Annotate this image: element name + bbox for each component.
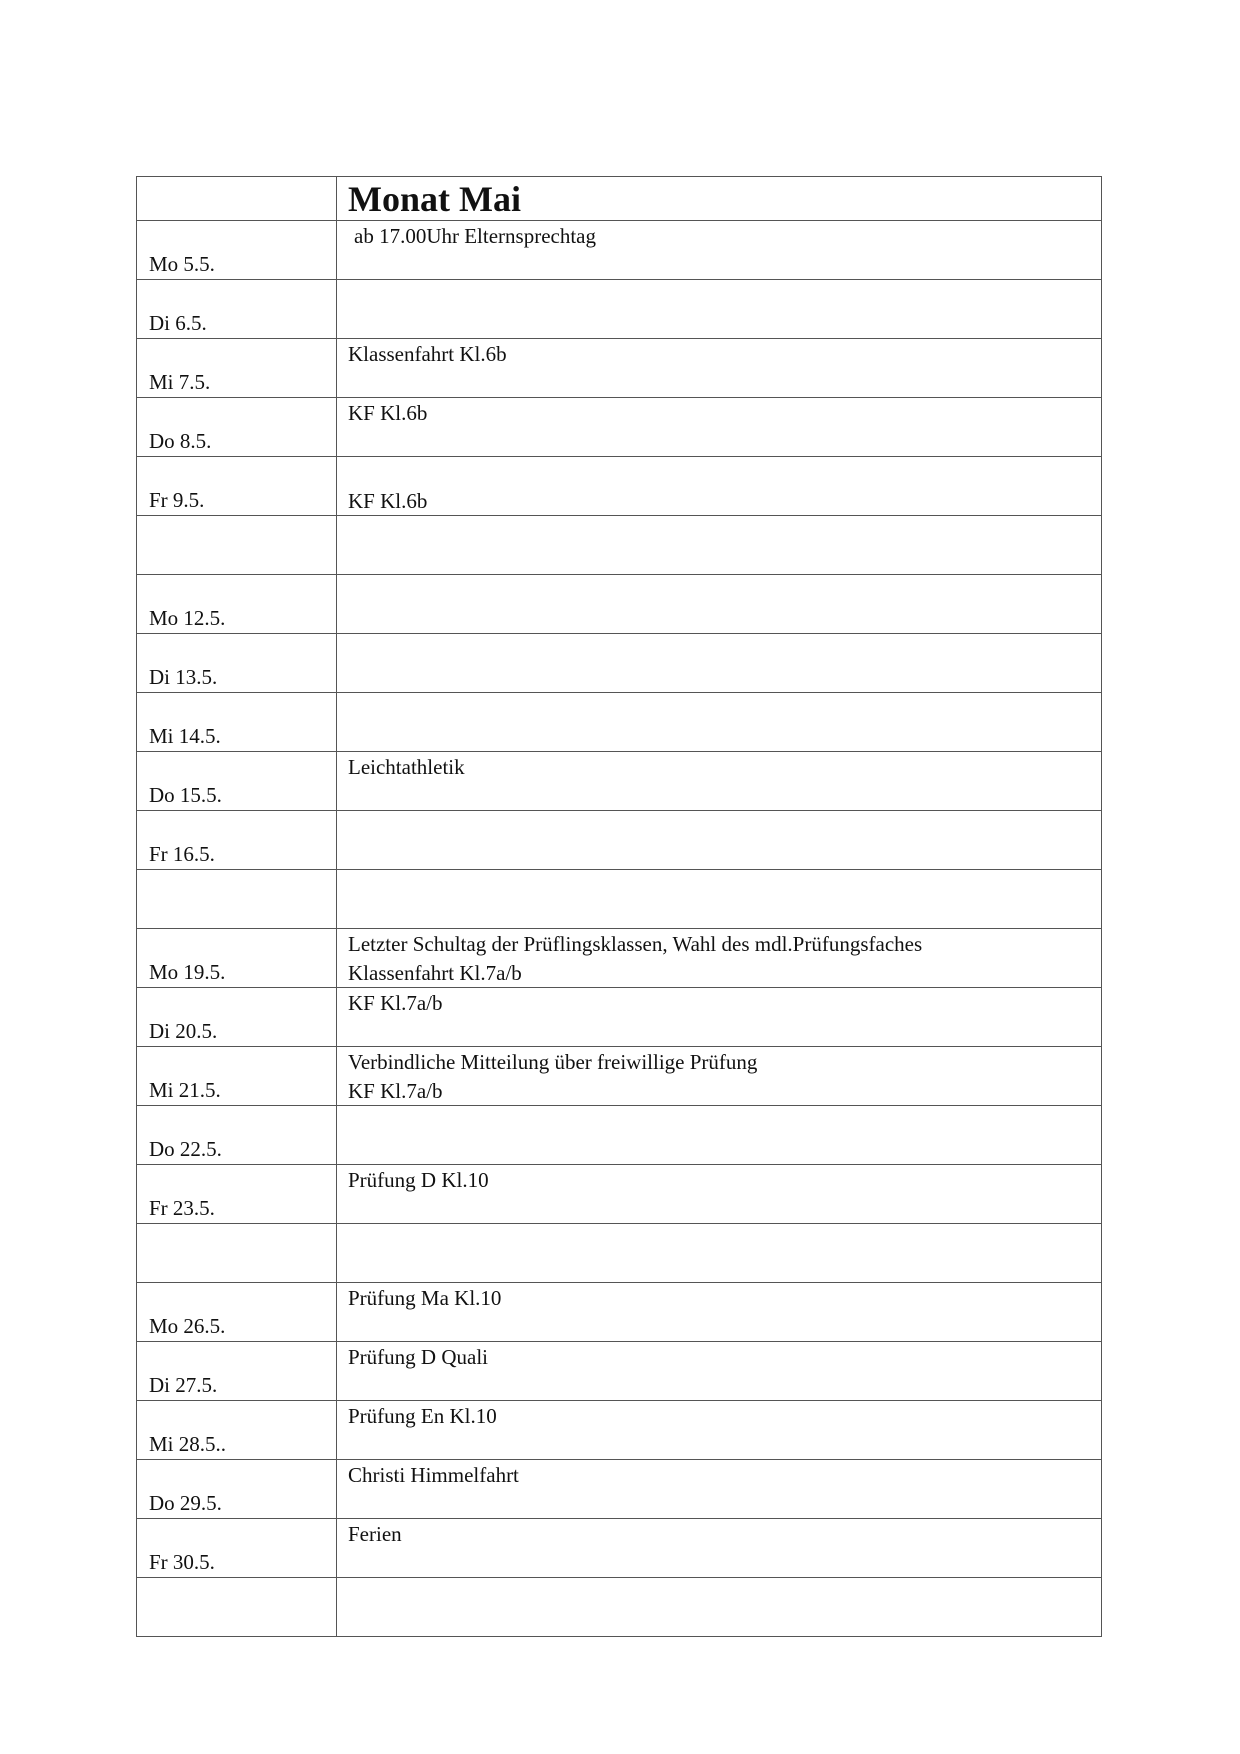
date-label: Mo 26.5. (149, 1314, 226, 1338)
event-cell (337, 1519, 1102, 1578)
table-row (137, 1460, 1102, 1519)
event-cell (337, 811, 1102, 870)
event-cell (337, 457, 1102, 516)
event-text: ab 17.00Uhr Elternsprechtag (354, 224, 597, 248)
event-text: Klassenfahrt Kl.6b (348, 342, 507, 366)
table-row (137, 575, 1102, 634)
table-row (137, 1401, 1102, 1460)
date-cell (137, 280, 337, 339)
date-cell (137, 1342, 337, 1401)
event-cell (337, 1342, 1102, 1401)
header-date-cell (137, 177, 337, 221)
date-cell (137, 516, 337, 575)
date-label: Fr 23.5. (149, 1196, 215, 1220)
event-cell (337, 1578, 1102, 1637)
table-row (137, 1283, 1102, 1342)
event-cell (337, 1224, 1102, 1283)
header-title-cell (337, 177, 1102, 221)
date-label: Do 22.5. (149, 1137, 222, 1161)
event-text: Christi Himmelfahrt (348, 1463, 519, 1487)
event-text: Ferien (348, 1522, 402, 1546)
event-text: Prüfung D Quali (348, 1345, 488, 1369)
event-text: Leichtathletik (348, 755, 465, 779)
date-label: Do 29.5. (149, 1491, 222, 1515)
table-row (137, 339, 1102, 398)
date-cell (137, 1578, 337, 1637)
event-text: Verbindliche Mitteilung über freiwillige Prüfung KF Kl.7a/b (348, 1050, 758, 1103)
date-cell (137, 634, 337, 693)
event-text: KF Kl.6b (348, 401, 428, 425)
date-label: Mo 19.5. (149, 960, 226, 984)
date-cell (137, 693, 337, 752)
event-text: Letzter Schultag der Prüflingsklassen, Wahl des mdl.Prüfungsfaches Klassenfahrt Kl.7a/b (348, 932, 923, 985)
table-row (137, 988, 1102, 1047)
table-row (137, 634, 1102, 693)
date-cell (137, 1106, 337, 1165)
table-row (137, 280, 1102, 339)
date-label: Fr 16.5. (149, 842, 215, 866)
date-label: Mi 21.5. (149, 1078, 221, 1102)
table-row (137, 752, 1102, 811)
event-text: KF Kl.6b (348, 489, 428, 513)
date-cell (137, 398, 337, 457)
event-text: Prüfung En Kl.10 (348, 1404, 497, 1428)
event-text: KF Kl.7a/b (348, 991, 443, 1015)
event-cell (337, 280, 1102, 339)
date-cell (137, 1165, 337, 1224)
table-row (137, 1519, 1102, 1578)
date-cell (137, 1460, 337, 1519)
table-row (137, 221, 1102, 280)
event-cell (337, 870, 1102, 929)
table-row (137, 870, 1102, 929)
event-cell (337, 1401, 1102, 1460)
event-text: Prüfung D Kl.10 (348, 1168, 489, 1192)
date-cell (137, 1401, 337, 1460)
date-cell (137, 1519, 337, 1578)
date-cell (137, 870, 337, 929)
date-label: Do 8.5. (149, 429, 212, 453)
event-cell (337, 575, 1102, 634)
date-label: Mi 14.5. (149, 724, 221, 748)
event-cell (337, 1283, 1102, 1342)
date-cell (137, 1224, 337, 1283)
date-cell (137, 1047, 337, 1106)
event-cell (337, 693, 1102, 752)
date-label: Di 20.5. (149, 1019, 218, 1043)
date-label: Mo 5.5. (149, 252, 215, 276)
calendar-body (137, 177, 1102, 1637)
table-row (137, 1578, 1102, 1637)
event-cell (337, 1165, 1102, 1224)
event-cell (337, 398, 1102, 457)
event-text: Prüfung Ma Kl.10 (348, 1286, 502, 1310)
date-label: Do 15.5. (149, 783, 222, 807)
event-cell (337, 988, 1102, 1047)
event-cell (337, 752, 1102, 811)
table-row (137, 516, 1102, 575)
table-row (137, 1106, 1102, 1165)
date-cell (137, 457, 337, 516)
event-cell (337, 929, 1102, 988)
table-row (137, 1047, 1102, 1106)
date-label: Di 6.5. (149, 311, 207, 335)
date-cell (137, 811, 337, 870)
date-label: Fr 30.5. (149, 1550, 215, 1574)
calendar-table (136, 176, 1102, 1637)
event-cell (337, 1106, 1102, 1165)
table-row (137, 457, 1102, 516)
event-cell (337, 221, 1102, 280)
table-row (137, 929, 1102, 988)
table-row (137, 693, 1102, 752)
event-cell (337, 516, 1102, 575)
table-row (137, 398, 1102, 457)
table-row (137, 1342, 1102, 1401)
date-label: Di 13.5. (149, 665, 218, 689)
event-cell (337, 1047, 1102, 1106)
date-cell (137, 1283, 337, 1342)
date-cell (137, 221, 337, 280)
date-cell (137, 339, 337, 398)
date-label: Mo 12.5. (149, 606, 226, 630)
date-label: Mi 7.5. (149, 370, 211, 394)
table-row (137, 1224, 1102, 1283)
month-title: Monat Mai (348, 179, 521, 219)
date-label: Di 27.5. (149, 1373, 218, 1397)
event-cell (337, 634, 1102, 693)
date-cell (137, 929, 337, 988)
event-cell (337, 339, 1102, 398)
header-row (137, 177, 1102, 221)
date-cell (137, 752, 337, 811)
table-row (137, 1165, 1102, 1224)
date-label: Fr 9.5. (149, 488, 205, 512)
date-cell (137, 988, 337, 1047)
date-cell (137, 575, 337, 634)
table-row (137, 811, 1102, 870)
event-cell (337, 1460, 1102, 1519)
date-label: Mi 28.5.. (149, 1432, 227, 1456)
